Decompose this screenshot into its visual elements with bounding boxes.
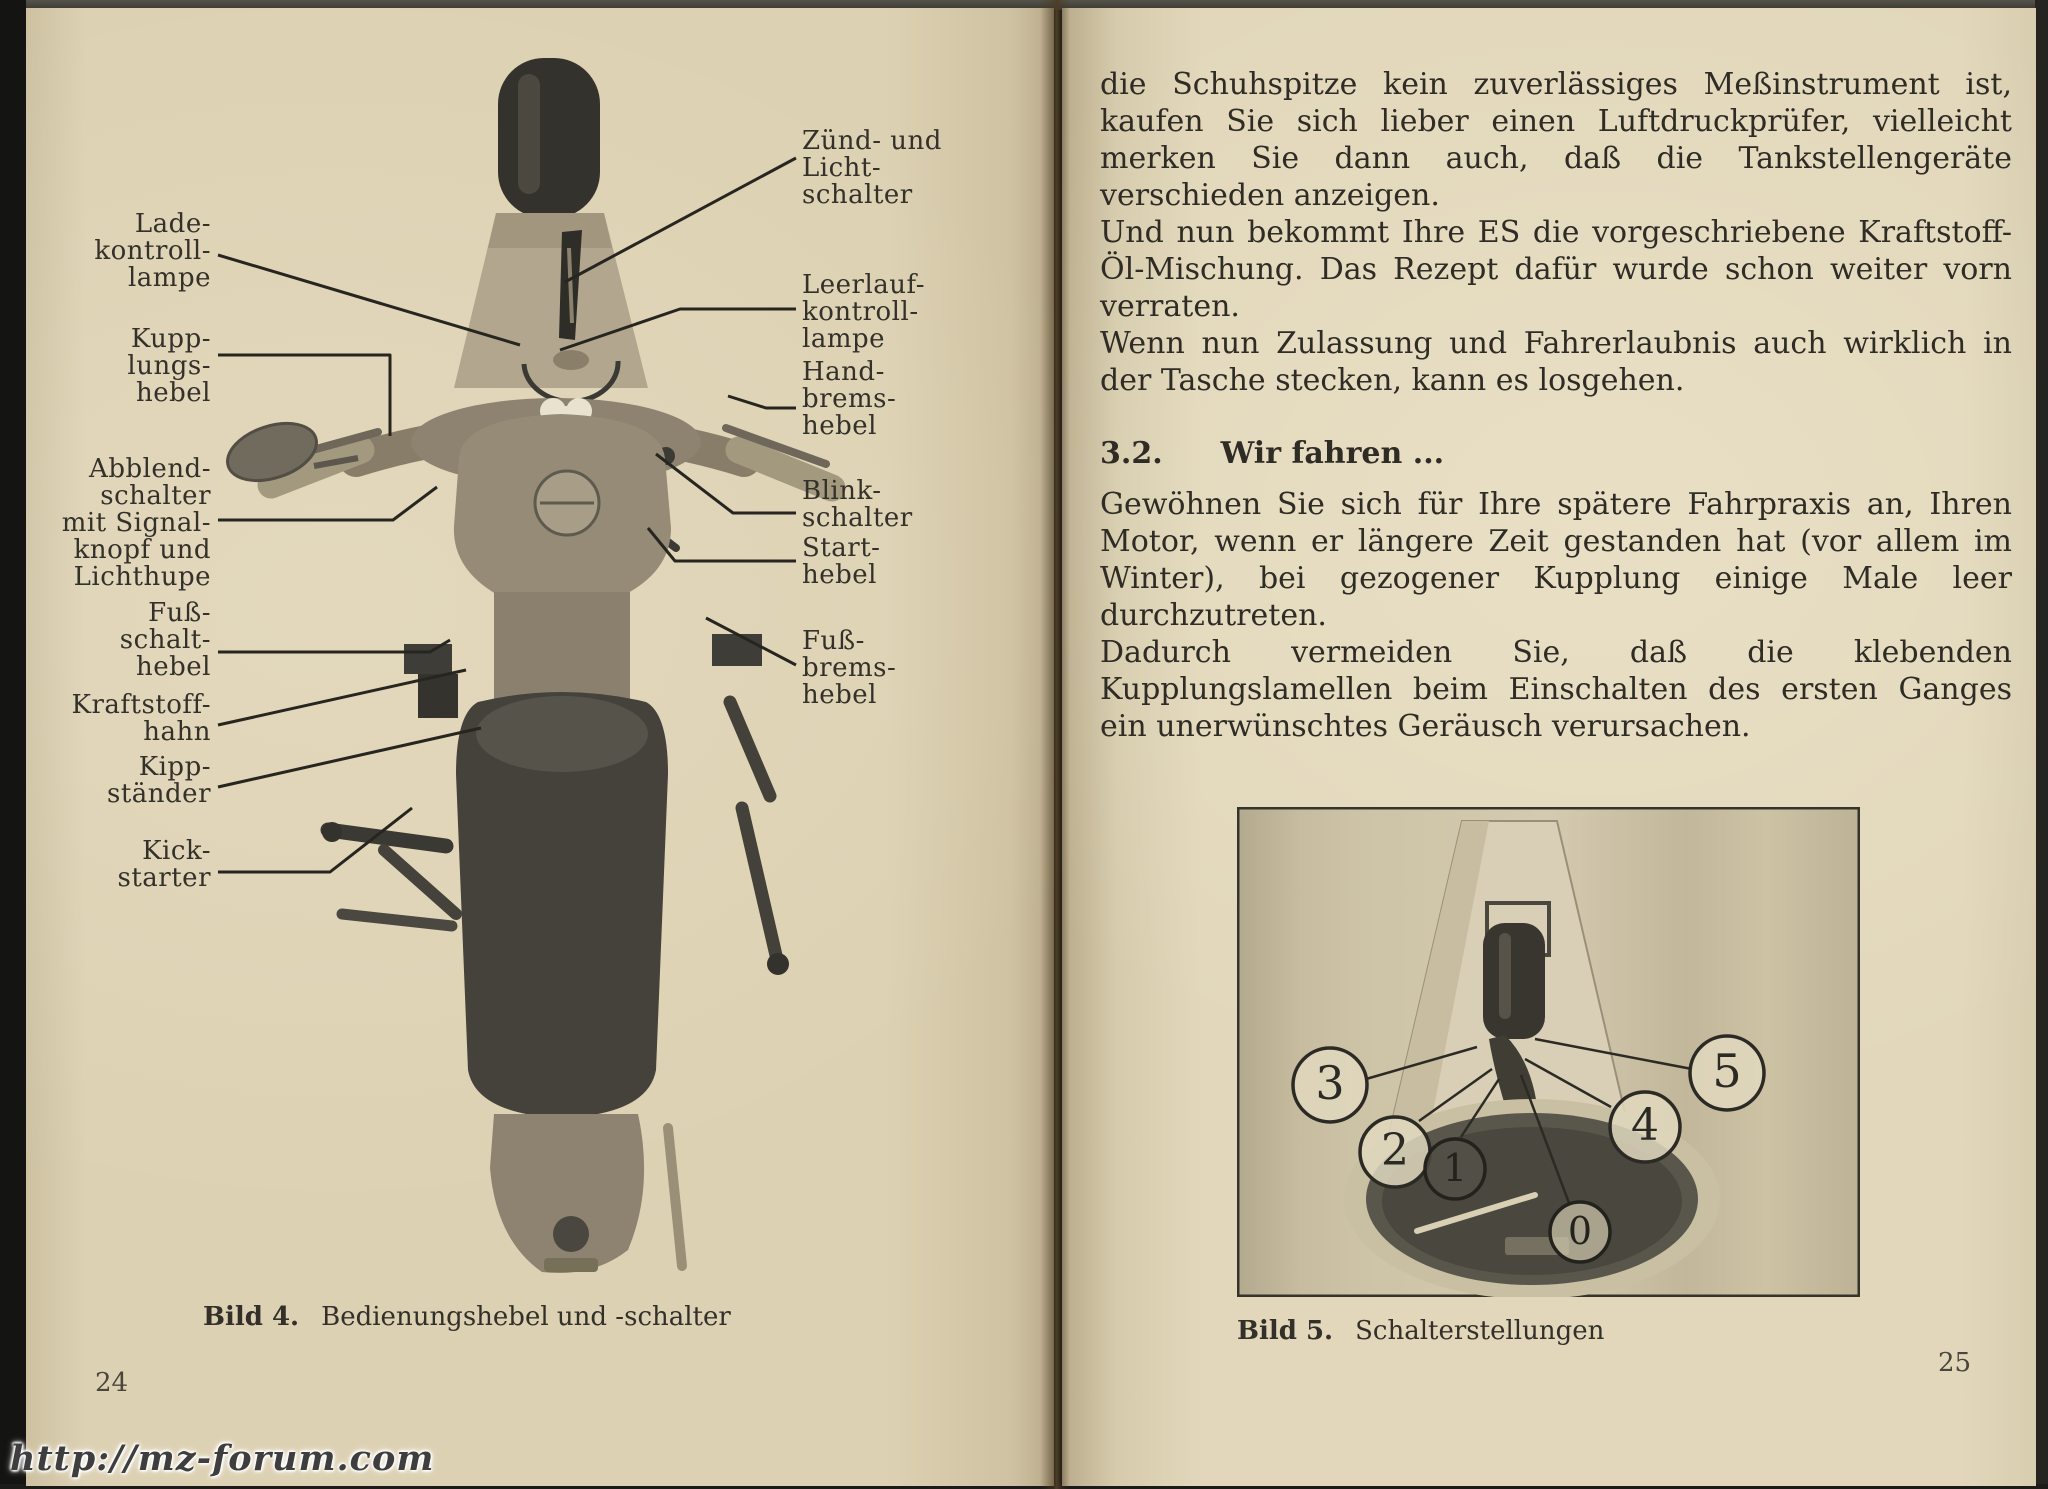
footbrake-area	[712, 634, 762, 666]
section-title: Wir fahren ...	[1220, 436, 1445, 471]
paragraph: die Schuhspitze kein zuverlässiges Meßinstrument ist, kaufen Sie sich lieber einen Luftdruckprüfer, vielleicht merken Sie dann auch, daß die Tankstellengeräte verschieden anzeigen.	[1100, 67, 2012, 213]
left-page	[26, 8, 1054, 1486]
marker-4: 4	[1631, 1100, 1659, 1151]
watermark: http://mz-forum.com	[10, 1438, 435, 1479]
scan-edge-right	[2035, 0, 2048, 1489]
paragraph: Wenn nun Zulassung und Fahrerlaubnis auch wirklich in der Tasche stecken, kann es losgehen.	[1100, 326, 2012, 398]
label-kraftstoffhahn: Kraftstoff- hahn	[71, 690, 211, 747]
label-abblendschalter: Abblend- schalter mit Signal- knopf und Lichthupe	[61, 454, 211, 592]
marker-5: 5	[1712, 1044, 1742, 1098]
caption-text: Schalterstellungen	[1355, 1316, 1605, 1346]
label-handbremshebel: Hand- brems- hebel	[802, 357, 897, 441]
right-page	[1062, 8, 2036, 1486]
paragraph: Und nun bekommt Ihre ES die vorgeschriebene Kraftstoff-Öl-Mischung. Das Rezept dafür wurde schon weiter vorn verraten.	[1100, 215, 2012, 324]
gearshift-area	[404, 644, 452, 674]
right-side-lever	[742, 808, 778, 964]
label-leerlaufkontrolllampe: Leerlauf- kontroll- lampe	[802, 270, 926, 354]
label-zuend-licht-schalter: Zünd- und Licht- schalter	[802, 126, 942, 210]
caption-text: Bedienungshebel und -schalter	[321, 1302, 731, 1332]
fuel-tap-rod	[328, 830, 446, 846]
figure-caption-bild4	[203, 1302, 731, 1332]
label-kickstarter: Kick- starter	[117, 836, 211, 893]
kickstarter-lever	[384, 850, 456, 914]
scan-edge-left	[0, 0, 26, 1489]
caption-label: Bild 5.	[1237, 1316, 1334, 1346]
caption-label: Bild 4.	[203, 1302, 300, 1332]
section-heading	[1100, 435, 2012, 472]
label-fussschalthebel: Fuß- schalt- hebel	[119, 598, 211, 682]
page-number-right: 25	[1938, 1348, 1972, 1378]
marker-2: 2	[1381, 1125, 1409, 1176]
paragraph: Dadurch vermeiden Sie, daß die klebenden Kupplungslamellen beim Einschalten des ersten Ganges ein unerwünschtes Geräusch verursachen.	[1100, 635, 2012, 744]
switch-key	[1483, 923, 1545, 1039]
label-starthebel: Start- hebel	[802, 533, 881, 590]
switch-positions-photo	[1237, 807, 1860, 1297]
paragraph: Gewöhnen Sie sich für Ihre spätere Fahrpraxis an, Ihren Motor, wenn er längere Zeit gestanden hat (vor allem im Winter), bei gezogener Kupplung einige Male leer durchzutreten.	[1100, 487, 2012, 633]
label-blinkschalter: Blink- schalter	[802, 476, 913, 533]
section-number: 3.2.	[1100, 436, 1163, 471]
figure-caption-bild5	[1237, 1316, 1604, 1346]
front-wheel	[498, 58, 600, 218]
tail-light	[553, 1216, 589, 1252]
body-text-column	[1100, 66, 2012, 745]
label-kupplungshebel: Kupp- lungs- hebel	[127, 324, 211, 408]
label-ladekontrolllampe: Lade- kontroll- lampe	[94, 209, 211, 293]
marker-1: 1	[1442, 1146, 1468, 1190]
book-gutter	[1040, 0, 1070, 1489]
marker-3: 3	[1315, 1056, 1345, 1110]
page-number-left: 24	[95, 1368, 129, 1398]
label-kippstaender: Kipp- ständer	[107, 752, 211, 809]
label-fussbremshebel: Fuß- brems- hebel	[802, 626, 897, 710]
marker-0: 0	[1567, 1209, 1593, 1253]
